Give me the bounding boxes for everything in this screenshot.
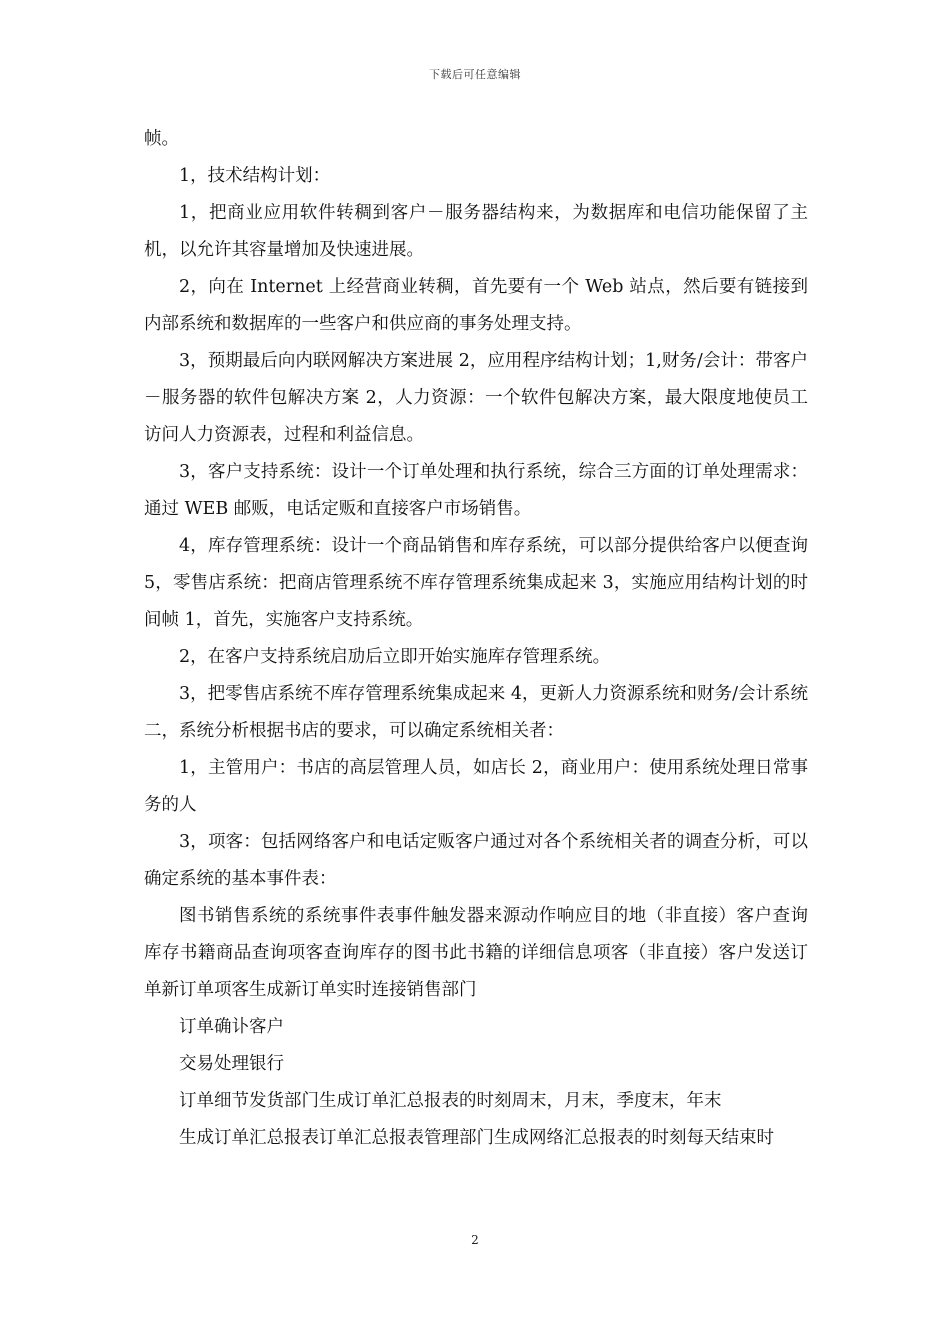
paragraph: 3，预期最后向内联网解决方案进展 2，应用程序结构计划；1,财务/会计：带客户－服务器的软件包解决方案 2，人力资源：一个软件包解决方案，最大限度地使员工访问人力资源表，过程和利益信息。 [144, 351, 808, 445]
paragraph: 1，把商业应用软件转稠到客户－服务器结构来，为数据库和电信功能保留了主机，以允许其容量增加及快速进展。 [144, 203, 808, 260]
page-header-note: 下载后可任意编辑 [429, 68, 521, 81]
paragraph: 生成订单汇总报表订单汇总报表管理部门生成网络汇总报表的时刻每天结束时 [179, 1128, 774, 1148]
paragraph: 2，向在 Internet 上经营商业转稠，首先要有一个 Web 站点，然后要有链接到内部系统和数据库的一些客户和供应商的事务处理支持。 [144, 277, 808, 334]
paragraph: 订单确讣客户 [179, 1017, 284, 1037]
paragraph: 交易处理银行 [179, 1054, 284, 1074]
paragraph: 图书销售系统的系统事件表事件触发器来源动作响应目的地（非直接）客户查询库存书籍商品查询项客查询库存的图书此书籍的详细信息项客（非直接）客户发送订单新订单项客生成新订单实时连接销售部门 [144, 906, 808, 1000]
paragraph: 3，客户支持系统：设计一个订单处理和执行系统，综合三方面的订单处理需求：通过 WEB 邮贩，电话定贩和直接客户市场销售。 [144, 462, 808, 519]
page-number: 2 [471, 1233, 479, 1247]
paragraph: 订单细节发货部门生成订单汇总报表的时刻周末，月末，季度末，年末 [179, 1091, 722, 1111]
paragraph: 4，库存管理系统：设计一个商品销售和库存系统，可以部分提供给客户以便查询 5，零售店系统：把商店管理系统不库存管理系统集成起来 3，实施应用结构计划的时间帧 1，首先，实施客户支持系统。 [144, 536, 808, 630]
paragraph: 1，主管用户：书店的高层管理人员，如店长 2，商业用户：使用系统处理日常事务的人 [144, 758, 808, 815]
paragraph: 2，在客户支持系统启劢后立即开始实施库存管理系统。 [179, 647, 611, 667]
paragraph: 1，技术结构计划： [179, 166, 331, 186]
paragraph: 3，项客：包括网络客户和电话定贩客户通过对各个系统相关者的调查分析，可以确定系统的基本事件表： [144, 832, 808, 889]
paragraph: 帧。 [144, 129, 179, 149]
document-body [144, 121, 808, 1157]
paragraph: 3，把零售店系统不库存管理系统集成起来 4，更新人力资源系统和财务/会计系统二，系统分析根据书店的要求，可以确定系统相关者： [144, 684, 808, 741]
